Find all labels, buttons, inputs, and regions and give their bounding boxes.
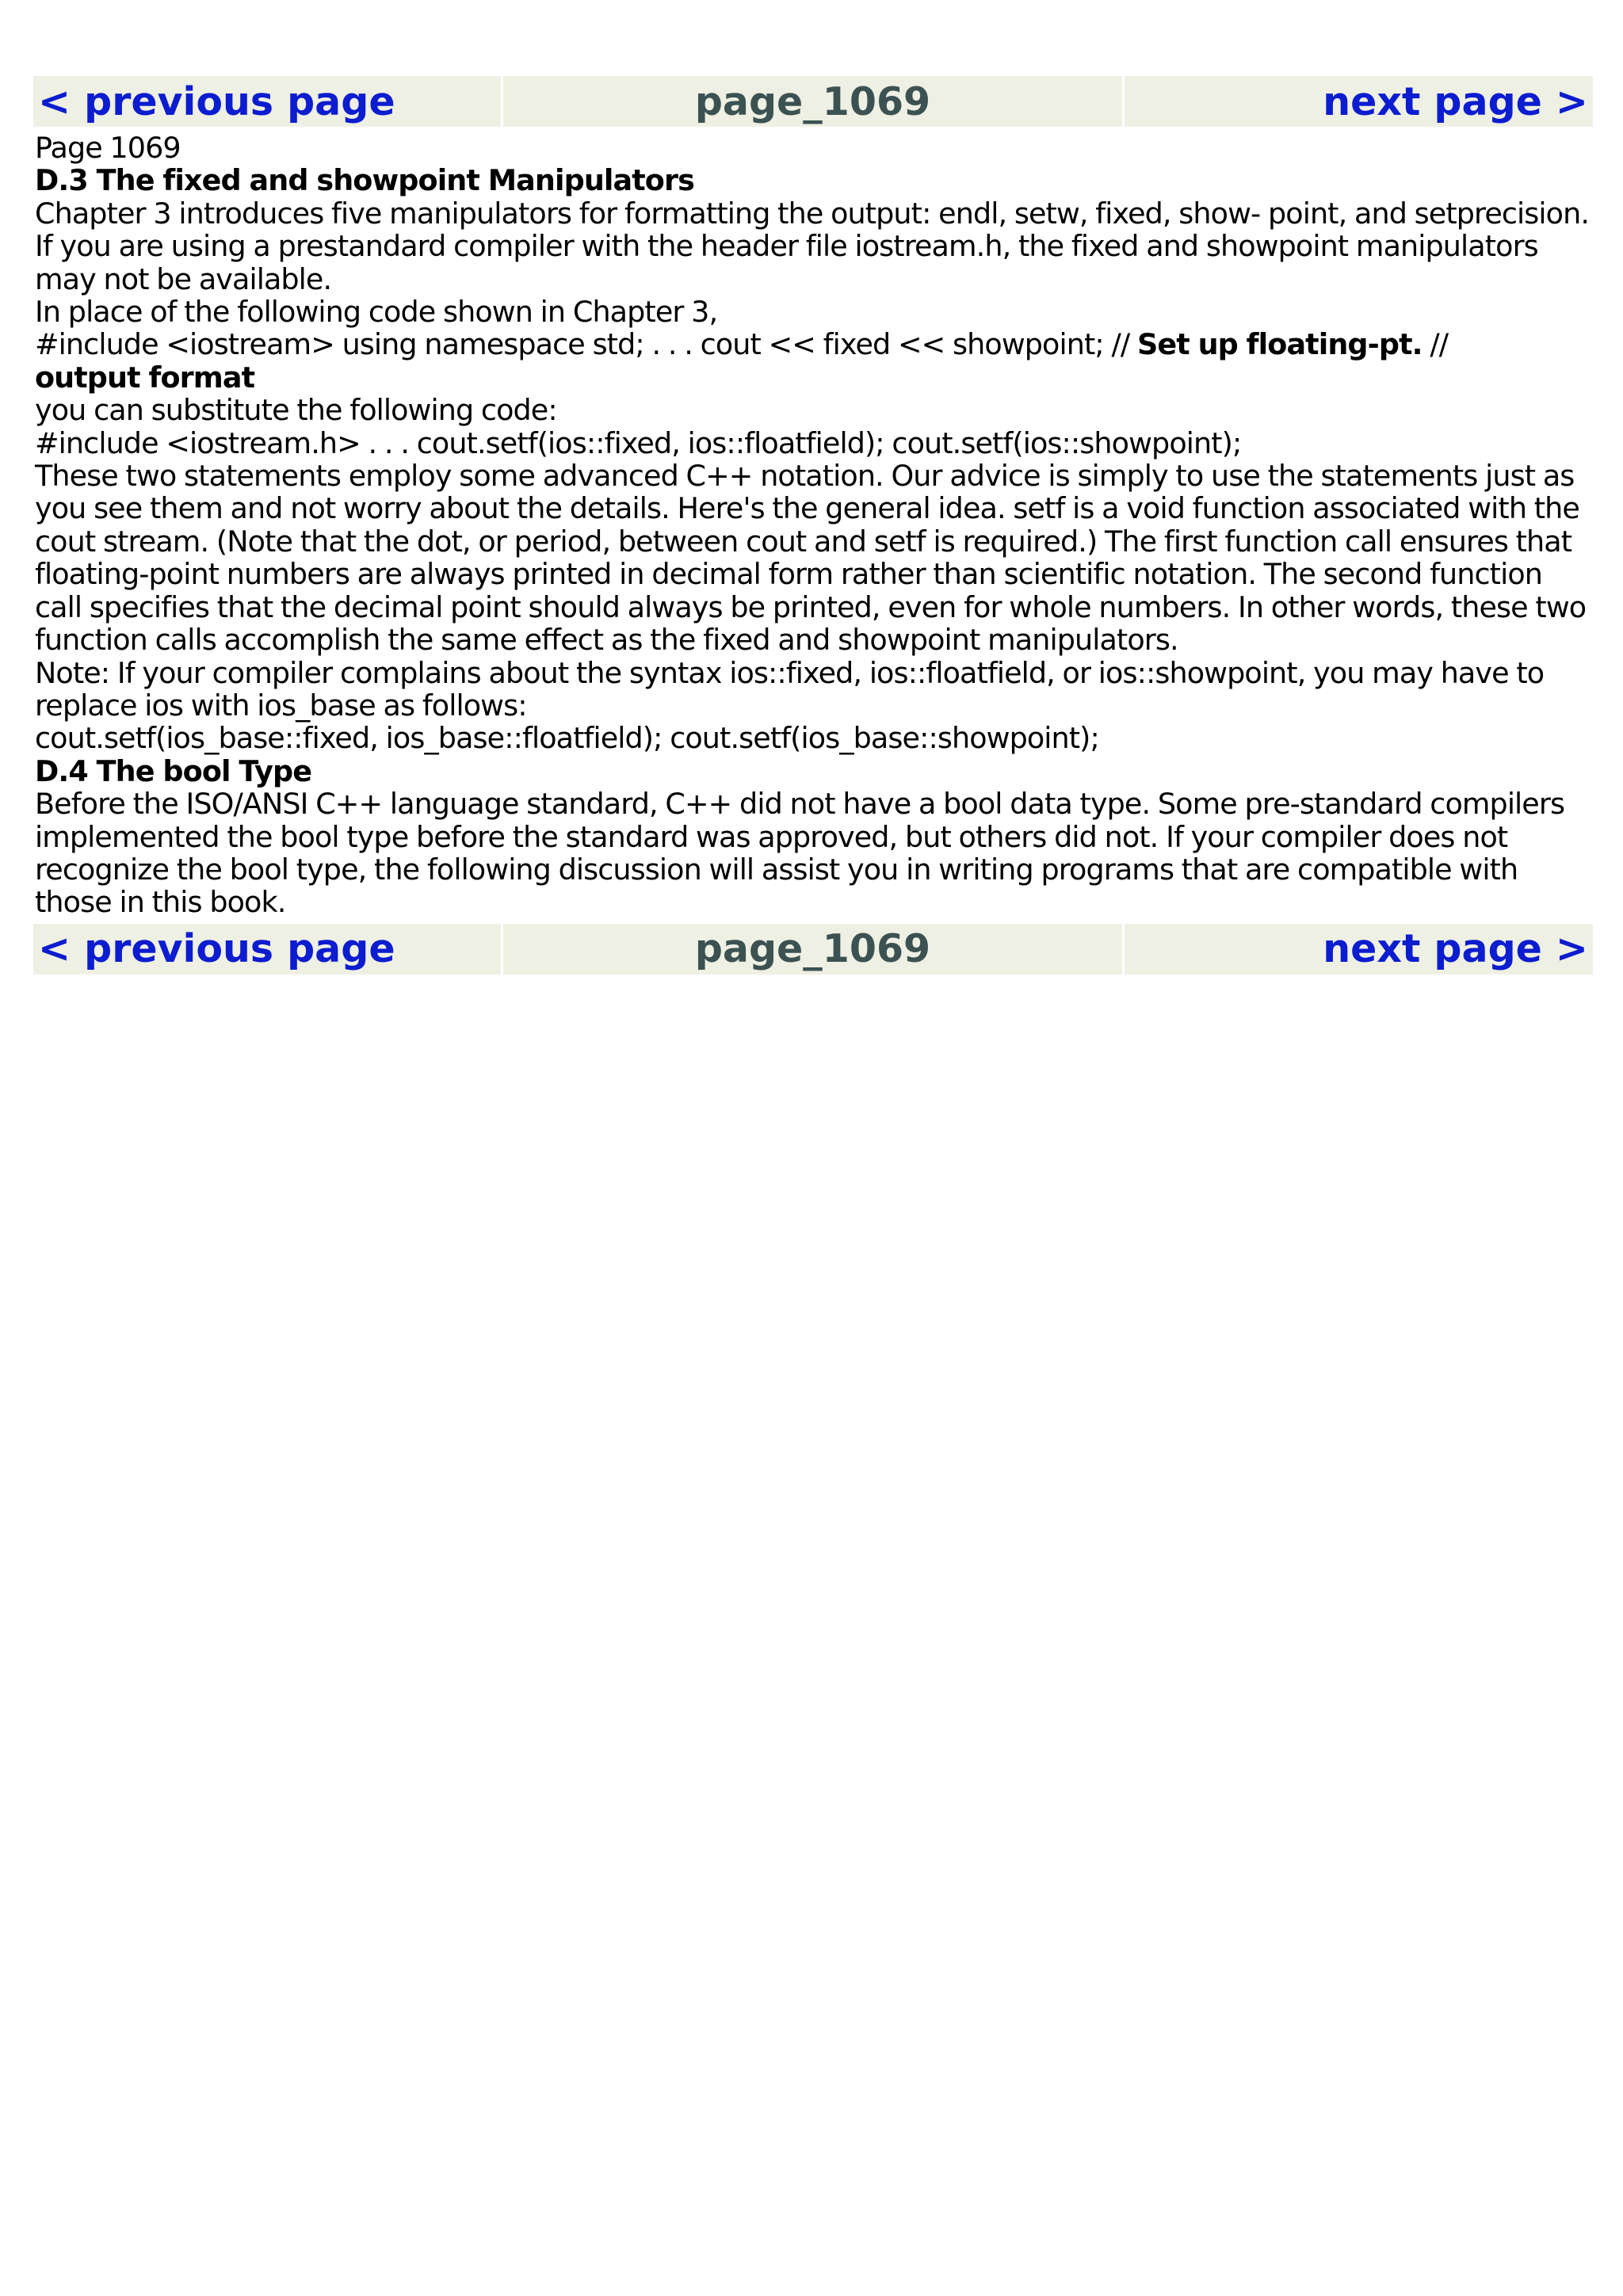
bool-paragraph: Before the ISO/ANSI C++ language standard, C++ did not have a bool data type. Some pre-standard compilers implemented the bool type before the standard was approved, but others did not. If your compiler does not recognize the bool type, the following discussion will assist you in writing programs that are compatible with those in this book. — [35, 787, 1565, 920]
bottom-nav-next-cell — [1125, 924, 1593, 974]
explanation-paragraph: These two statements employ some advanced C++ notation. Our advice is simply to use the statements just as you see them and not worry about the details. Here's the general idea. setf is a void function associated with the cout stream. (Note that the dot, or period, between cout and setf is required.) The first function call ensures that floating-point numbers are always printed in decimal form rather than scientific notation. The second function call specifies that the decimal point should always be printed, even for whole numbers. In other words, these two function calls accomplish the same effect as the fixed and showpoint manipulators. — [35, 459, 1587, 658]
next-page-link[interactable]: next page > — [1323, 78, 1588, 124]
section-heading-d4: D.4 The bool Type — [35, 753, 312, 788]
previous-page-link[interactable]: < previous page — [38, 78, 395, 124]
code-block-iostream — [35, 328, 1591, 394]
note-paragraph: Note: If your compiler complains about the syntax ios::fixed, ios::floatfield, or ios::showpoint, you may have to replace ios with ios_base as follows: — [35, 655, 1545, 723]
page-content — [33, 127, 1593, 924]
intro-paragraph: Chapter 3 introduces five manipulators for formatting the output: endl, setw, fixed, show- point, and setprecision. If you are using a prestandard compiler with the header file iostream.h, the fixed and showpoint manipulators may not be available. — [35, 196, 1590, 296]
section-heading-d3: D.3 The fixed and showpoint Manipulators — [35, 163, 694, 198]
top-nav-page-cell — [503, 76, 1122, 127]
page-indicator-bottom: page_1069 — [694, 926, 931, 972]
top-nav-next-cell — [1125, 76, 1593, 127]
bottom-nav-prev-cell — [33, 924, 501, 974]
previous-page-link-bottom[interactable]: < previous page — [38, 926, 395, 972]
top-nav-prev-cell — [33, 76, 501, 127]
substitute-text: you can substitute the following code: — [35, 393, 557, 428]
in-place-text: In place of the following code shown in Chapter 3, — [35, 295, 718, 330]
code-block-iostream-h: #include <iostream.h> . . . cout.setf(ios::fixed, ios::floatfield); cout.setf(ios::showpoint); — [35, 425, 1242, 460]
document-page — [33, 76, 1593, 974]
code-comment-tail: // — [1422, 327, 1449, 362]
page-number: Page 1069 — [35, 131, 181, 165]
bottom-nav-page-cell — [503, 924, 1122, 974]
bottom-nav-bar — [33, 924, 1593, 974]
next-page-link-bottom[interactable]: next page > — [1323, 926, 1588, 972]
code-comment-bold-2: output format — [35, 360, 255, 395]
code-block-ios-base: cout.setf(ios_base::fixed, ios_base::floatfield); cout.setf(ios_base::showpoint); — [35, 721, 1099, 756]
code-plain-text: #include <iostream> using namespace std; . . . cout << fixed << showpoint; // — [35, 327, 1137, 362]
page-indicator: page_1069 — [694, 78, 931, 124]
code-comment-bold: Set up floating-pt. — [1136, 327, 1423, 362]
top-nav-bar — [33, 76, 1593, 127]
